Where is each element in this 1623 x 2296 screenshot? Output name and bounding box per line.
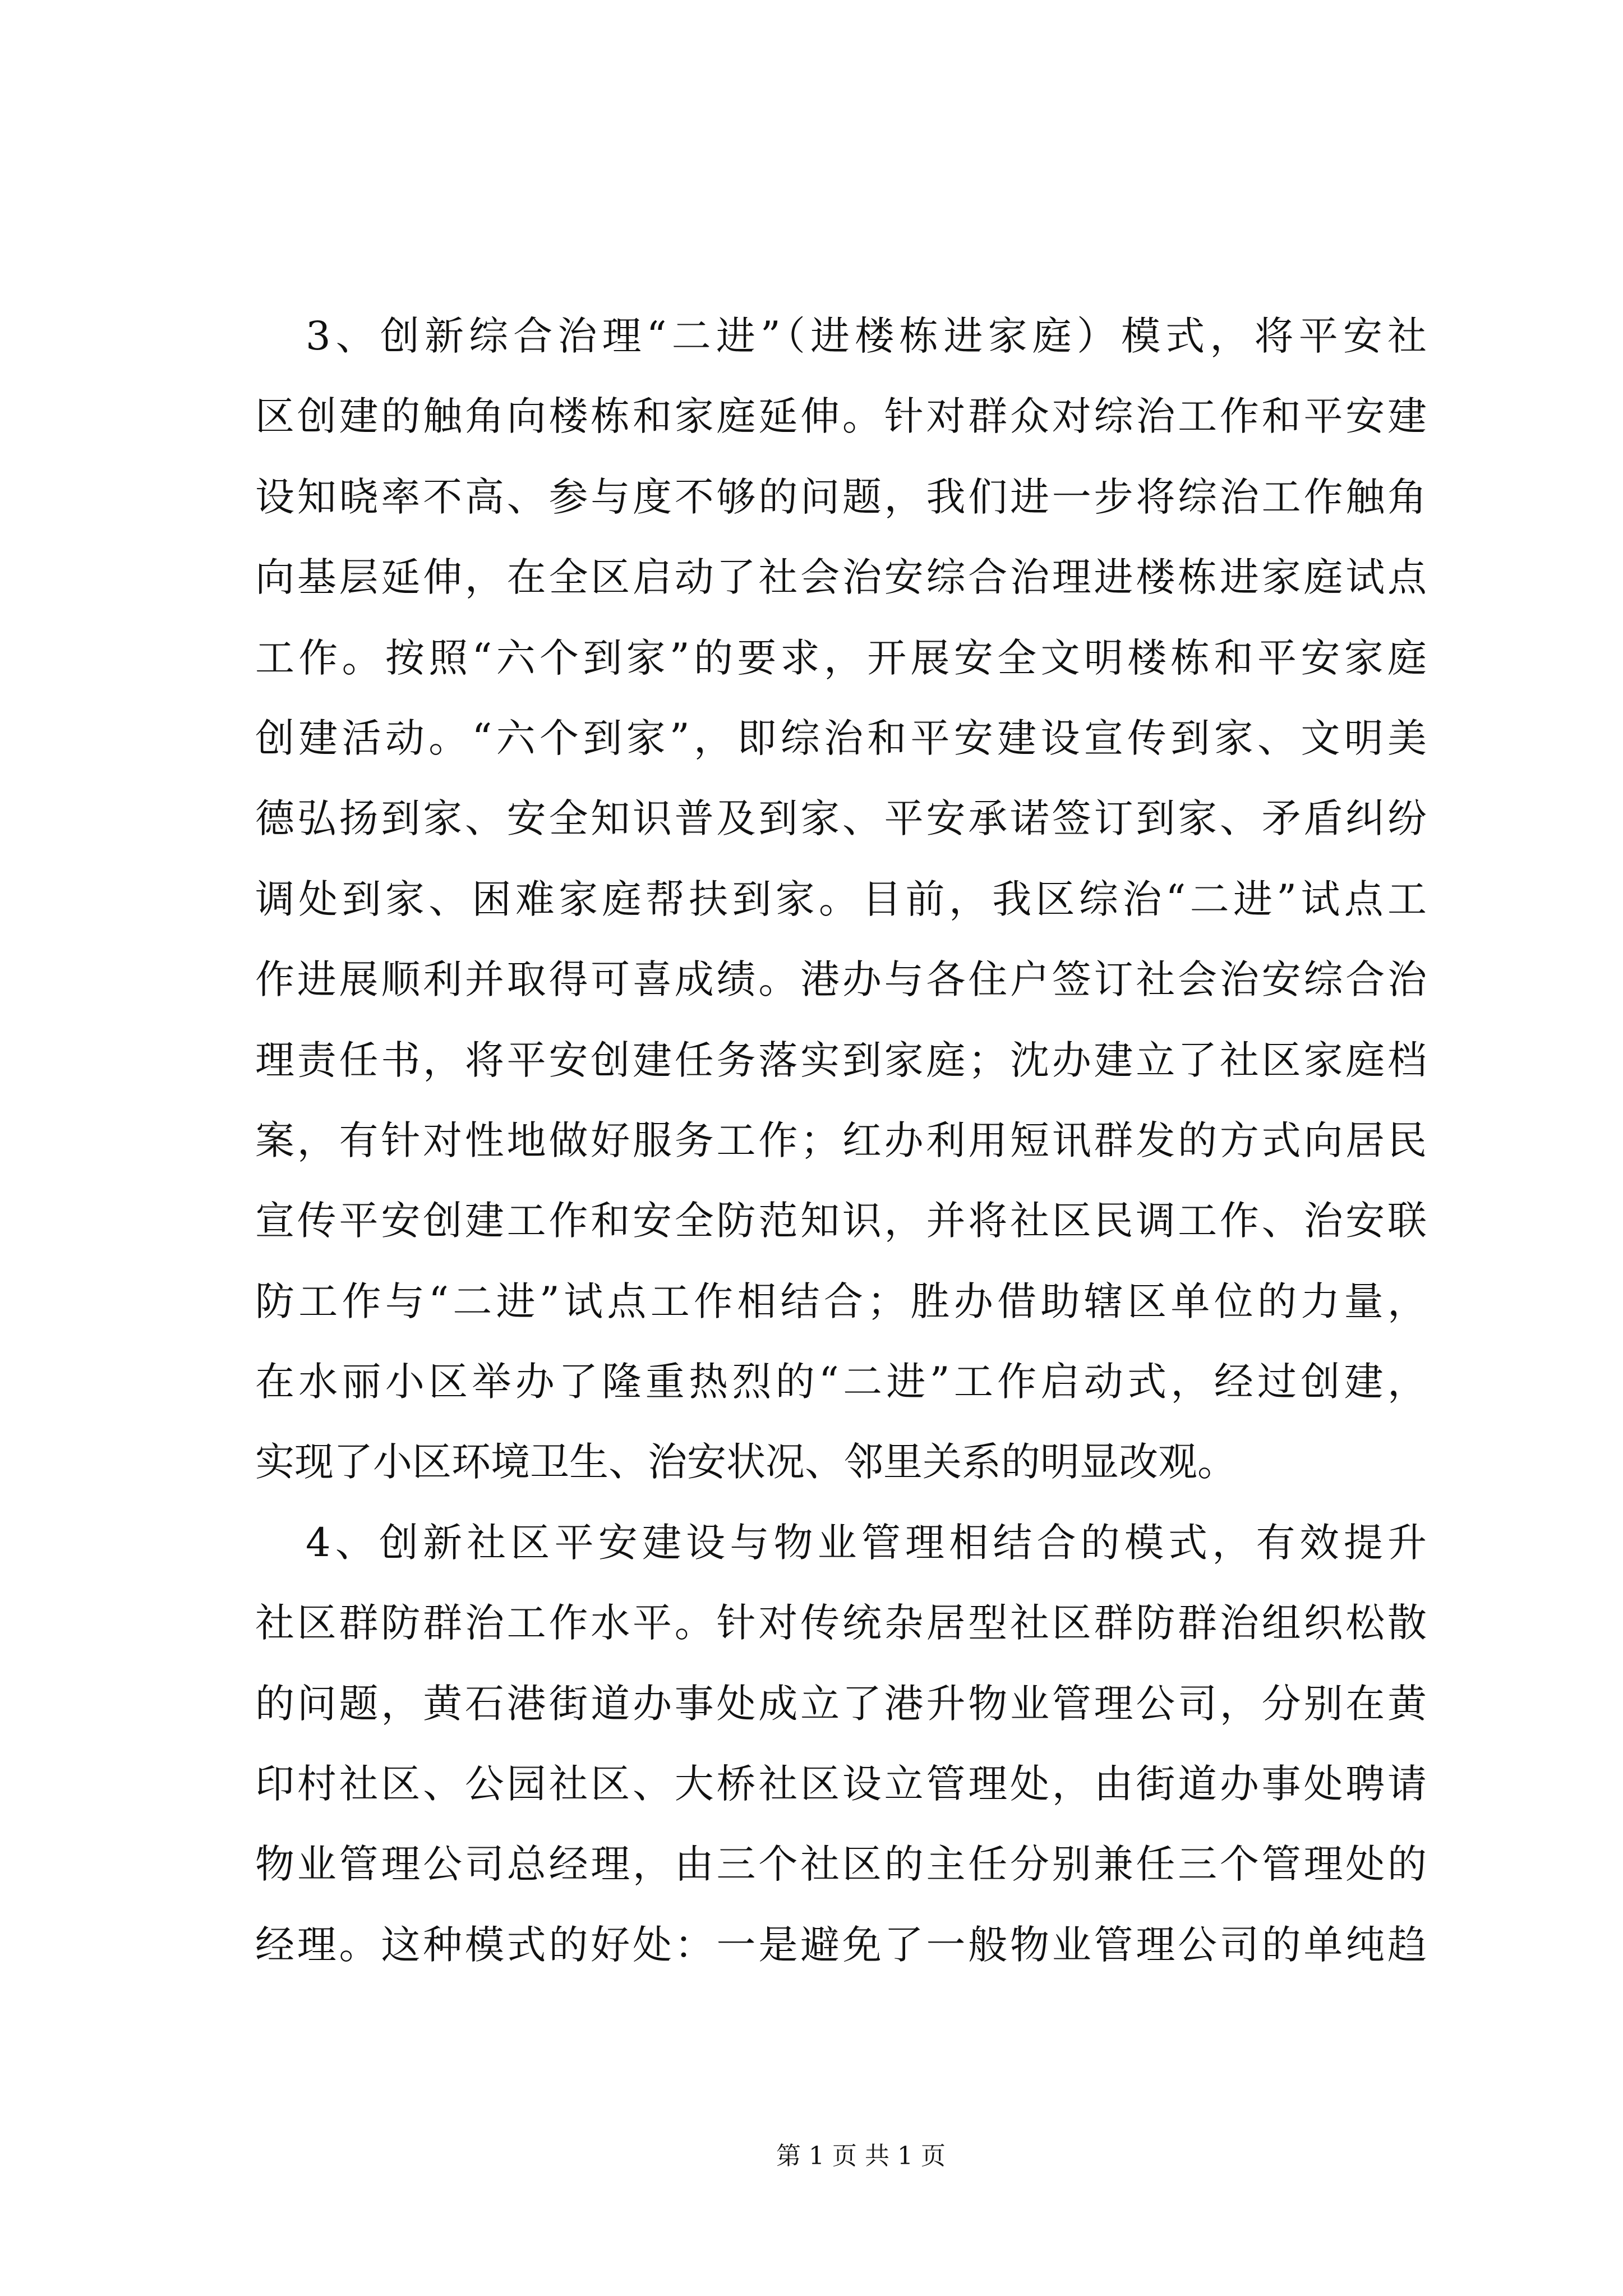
text-line: 经理。这种模式的好处：一是避免了一般物业管理公司的单纯趋	[255, 1921, 1427, 1968]
text-line: 作进展顺利并取得可喜成绩。港办与各住户签订社会治安综合治	[255, 956, 1427, 1003]
text-line: 向基层延伸，在全区启动了社会治安综合治理进楼栋进家庭试点	[255, 554, 1427, 601]
text-line: 设知晓率不高、参与度不够的问题，我们进一步将综治工作触角	[255, 473, 1427, 520]
text-line: 实现了小区环境卫生、治安状况、邻里关系的明显改观。	[255, 1439, 1237, 1485]
text-line: 区创建的触角向楼栋和家庭延伸。针对群众对综治工作和平安建	[255, 393, 1427, 440]
text-line: 印村社区、公园社区、大桥社区设立管理处，由街道办事处聘请	[255, 1761, 1427, 1807]
text-line: 4、创新社区平安建设与物业管理相结合的模式，有效提升	[306, 1519, 1427, 1566]
paragraph-4	[255, 1503, 1427, 1985]
text-line: 的问题，黄石港街道办事处成立了港升物业管理公司，分别在黄	[255, 1680, 1427, 1727]
text-line: 3、创新综合治理“二进”（进楼栋进家庭）模式，将平安社	[306, 313, 1427, 359]
text-line: 社区群防群治工作水平。针对传统杂居型社区群防群治组织松散	[255, 1600, 1427, 1646]
paragraph-3	[255, 296, 1427, 1503]
document-body	[255, 296, 1427, 1985]
text-line: 创建活动。“六个到家”，即综治和平安建设宣传到家、文明美	[255, 715, 1427, 761]
text-line: 宣传平安创建工作和安全防范知识，并将社区民调工作、治安联	[255, 1198, 1427, 1244]
page-footer: 第 1 页 共 1 页	[776, 2142, 946, 2170]
text-line: 物业管理公司总经理，由三个社区的主任分别兼任三个管理处的	[255, 1841, 1427, 1888]
text-line: 工作。按照“六个到家”的要求，开展安全文明楼栋和平安家庭	[255, 634, 1427, 681]
text-line: 调处到家、困难家庭帮扶到家。目前，我区综治“二进”试点工	[255, 876, 1427, 922]
text-line: 防工作与“二进”试点工作相结合；胜办借助辖区单位的力量，	[255, 1278, 1427, 1324]
text-line: 德弘扬到家、安全知识普及到家、平安承诺签订到家、矛盾纠纷	[255, 795, 1427, 842]
text-line: 理责任书，将平安创建任务落实到家庭；沈办建立了社区家庭档	[255, 1037, 1427, 1083]
text-line: 在水丽小区举办了隆重热烈的“二进”工作启动式，经过创建，	[255, 1359, 1427, 1405]
text-line: 案，有针对性地做好服务工作；红办利用短讯群发的方式向居民	[255, 1117, 1427, 1163]
